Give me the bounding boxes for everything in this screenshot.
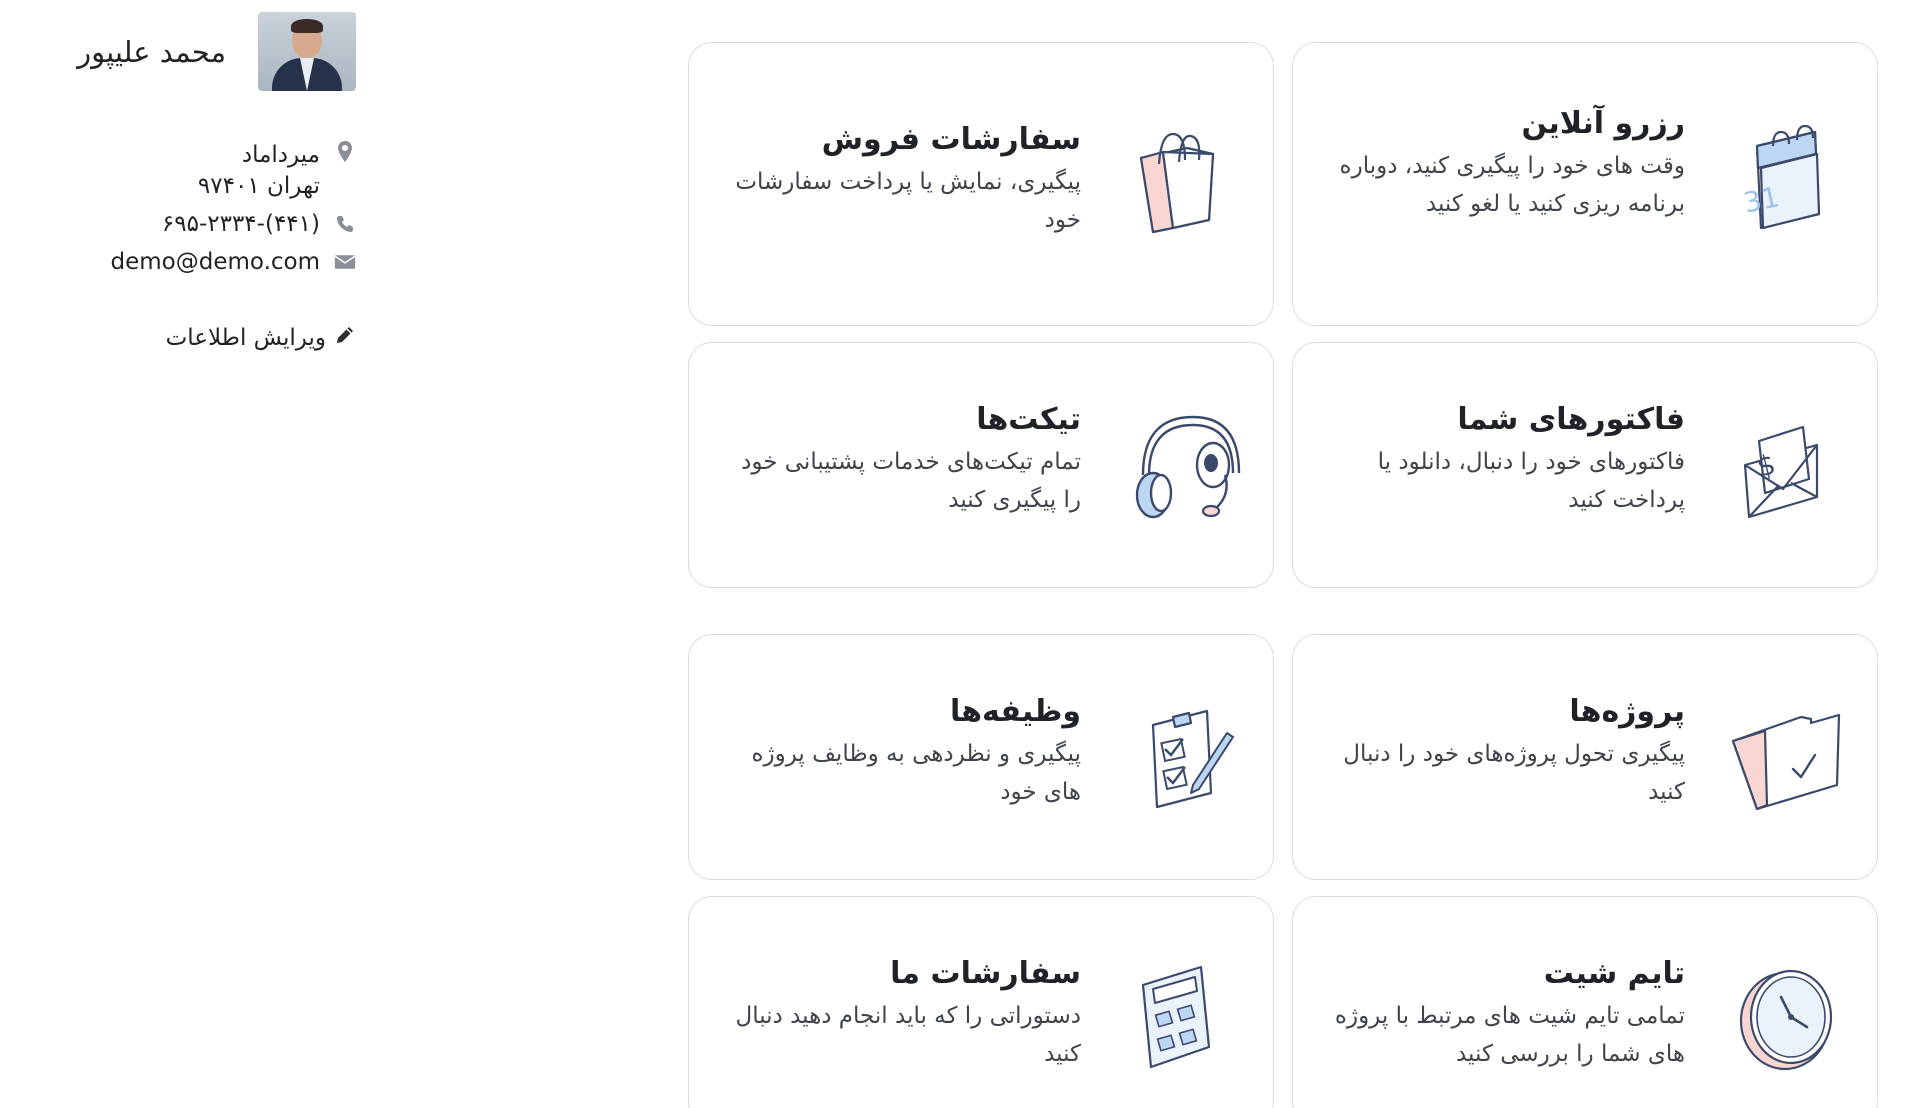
svg-text:31: 31 (1740, 180, 1783, 220)
profile-name: محمد علیپور (77, 34, 226, 69)
card-timesheet[interactable] (1292, 896, 1878, 1108)
card-description: پیگیری، نمایش یا پرداخت سفارشات خود (735, 169, 1081, 233)
calendar-icon (1727, 124, 1837, 244)
card-title: تیکت‌ها (976, 402, 1081, 437)
email-address: demo@demo.com (110, 249, 320, 275)
card-description: تمامی تایم شیت های مرتبط با پروژه های شما را بررسی کنید (1334, 1003, 1685, 1067)
card-title: پروژه‌ها (1569, 694, 1685, 729)
card-tickets[interactable] (688, 342, 1274, 588)
avatar (258, 12, 356, 91)
card-description: فاکتورهای خود را دنبال، دانلود یا پرداخت کنید (1377, 449, 1685, 513)
card-title: وظیفه‌ها (949, 694, 1081, 729)
address-line-1: میرداماد (241, 142, 320, 168)
card-tasks[interactable] (688, 634, 1274, 880)
card-invoices[interactable] (1292, 342, 1878, 588)
address (198, 140, 320, 202)
phone-row (56, 206, 356, 242)
clock-icon (1733, 957, 1843, 1077)
card-sales-orders[interactable] (688, 42, 1274, 326)
card-description: دستوراتی را که باید انجام دهید دنبال کنید (735, 1003, 1081, 1067)
map-marker-icon (334, 140, 356, 164)
headset-icon (1133, 405, 1243, 525)
card-online-booking[interactable] (1292, 42, 1878, 326)
card-title: رزرو آنلاین (1521, 106, 1685, 141)
edit-info-label: ویرایش اطلاعات (165, 325, 326, 351)
svg-text:$: $ (1753, 447, 1779, 484)
card-our-orders[interactable] (688, 896, 1274, 1108)
invoice-envelope-icon (1727, 405, 1837, 525)
card-description: پیگیری و نظردهی به وظایف پروژه های خود (751, 741, 1081, 805)
card-projects[interactable] (1292, 634, 1878, 880)
shopping-bag-icon (1123, 124, 1233, 244)
address-line-2: تهران ۹۷۴۰۱ (197, 173, 320, 199)
profile-header (77, 12, 356, 91)
phone-number: (۴۴۱)-۶۹۵-۲۳۳۴ (161, 211, 320, 237)
folder-check-icon (1737, 697, 1847, 817)
card-title: سفارشات ما (890, 956, 1081, 991)
pencil-icon (334, 324, 356, 352)
calculator-icon (1123, 957, 1233, 1077)
card-description: وقت های خود را پیگیری کنید، دوباره برنامه ریزی کنید یا لغو کنید (1339, 153, 1685, 217)
card-title: سفارشات فروش (821, 122, 1081, 157)
card-title: فاکتورهای شما (1457, 402, 1685, 437)
envelope-icon (334, 252, 356, 272)
edit-info-link[interactable] (166, 324, 356, 352)
clipboard-checklist-icon (1133, 697, 1243, 817)
profile-panel (36, 12, 356, 352)
contact-details (56, 140, 356, 280)
address-row (56, 140, 356, 202)
card-title: تایم شیت (1543, 956, 1685, 991)
email-row (56, 244, 356, 280)
card-description: پیگیری تحول پروژه‌های خود را دنبال کنید (1343, 741, 1685, 805)
card-description: تمام تیکت‌های خدمات پشتیبانی خود را پیگیری کنید (741, 449, 1081, 513)
phone-icon (334, 214, 356, 234)
